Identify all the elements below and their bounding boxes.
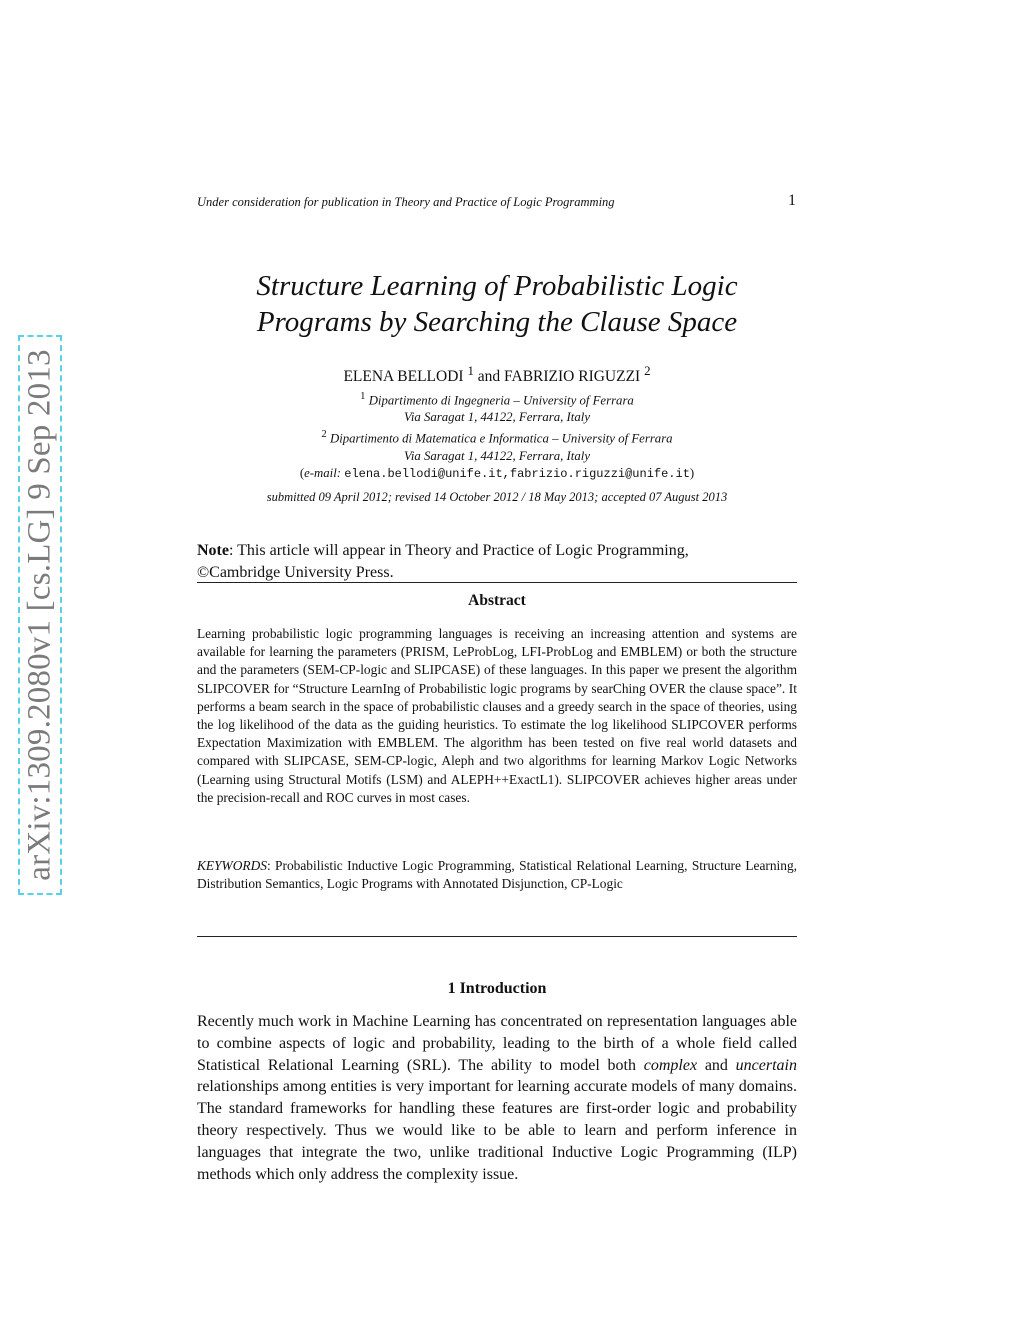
author-conjunction: and [477, 368, 501, 386]
arxiv-sidebar-stamp [18, 335, 62, 895]
section-heading-introduction: 1 Introduction [447, 980, 547, 997]
publication-note [197, 540, 797, 584]
keywords [197, 857, 797, 893]
paper-title [197, 268, 797, 340]
note-label: Note [197, 542, 229, 559]
author-affiliation-mark: 2 [644, 363, 651, 378]
affiliation-number: 2 [321, 429, 327, 441]
affiliation-address: Via Saragat 1, 44122, Ferrara, Italy [403, 448, 591, 463]
abstract-heading: Abstract [468, 592, 526, 609]
affiliations [197, 388, 797, 483]
emphasis-complex: complex [643, 1056, 698, 1074]
page-number: 1 [788, 192, 796, 209]
title-line-1: Structure Learning of Probabilistic Logic [256, 270, 738, 302]
email-line: (e-mail: elena.bellodi@unife.it,fabrizio.riguzzi@unife.it) [299, 465, 695, 481]
divider-bottom [197, 936, 797, 937]
affiliation-department: Dipartimento di Ingegneria – University of Ferrara [368, 393, 634, 408]
abstract-body: Learning probabilistic logic programming languages is receiving an increasing attention and systems are available for learning the parameters (PRISM, LeProbLog, LFI-ProbLog and EMBLEM) or both the structure and the parameters (SEM-CP-logic and SLIPCASE) of these languages. In this paper we present the algorithm SLIPCOVER for “Structure LearnIng of Probabilistic logic programs by searChing OVER the clause space”. It performs a beam search in the space of probabilistic clauses and a greedy search in the space of theories, using the log likelihood of the data as the guiding heuristics. To estimate the log likelihood SLIPCOVER performs Expectation Maximization with EMBLEM. The algorithm has been tested on five real world datasets and compared with SLIPCASE, SEM-CP-logic, Aleph and two algorithms for learning Markov Logic Networks (Learning using Structural Motifs (LSM) and ALEPH++ExactL1). SLIPCOVER achieves higher areas under the precision-recall and ROC curves in most cases. [197, 626, 797, 805]
email-label: e-mail: [304, 465, 342, 480]
submission-history: submitted 09 April 2012; revised 14 October 2012 / 18 May 2013; accepted 07 August 2013 [266, 490, 728, 504]
title-line-2: Programs by Searching the Clause Space [256, 306, 738, 338]
keywords-text: : Probabilistic Inductive Logic Programming, Statistical Relational Learning, Structure Learning, Distribution Semantics, Logic Programs with Annotated Disjunction, CP-Logic [197, 858, 797, 892]
copyright-notice: ©Cambridge University Press. [197, 564, 394, 581]
author-name: FABRIZIO RIGUZZI [504, 368, 641, 386]
affiliation-address: Via Saragat 1, 44122, Ferrara, Italy [403, 410, 591, 425]
affiliation-department: Dipartimento di Matematica e Informatica – University of Ferrara [329, 431, 673, 446]
author-list [197, 363, 797, 386]
affiliation-2 [197, 426, 797, 447]
author-name: ELENA BELLODI [343, 368, 464, 386]
author-affiliation-mark: 1 [467, 363, 474, 378]
divider-top [197, 582, 797, 583]
keywords-label: KEYWORDS [197, 858, 267, 873]
affiliation-number: 1 [360, 391, 366, 402]
running-head: Under consideration for publication in Theory and Practice of Logic Programming [197, 195, 615, 209]
note-text: : This article will appear in Theory and Practice of Logic Programming, [228, 542, 689, 559]
introduction-paragraph: Recently much work in Machine Learning has concentrated on representation languages able to combine aspects of logic and probability, leading to the birth of a whole field called Statistical Relational Learning (SRL). The ability to model both complex and uncertain relationships among entities is very important for learning accurate models of many domains. The standard frameworks for handling these features are first-order logic and probability theory respectively. Thus we would like to be able to learn and perform inference in languages that integrate the two, unlike traditional Inductive Logic Programming (ILP) methods which only address the complexity issue. [197, 1013, 797, 1183]
affiliation-1 [197, 388, 797, 409]
arxiv-identifier: arXiv:1309.2080v1 [cs.LG] 9 Sep 2013 [21, 349, 58, 881]
emphasis-uncertain: uncertain [735, 1056, 797, 1074]
email-addresses: elena.bellodi@unife.it,fabrizio.riguzzi@unife.it [344, 466, 690, 481]
